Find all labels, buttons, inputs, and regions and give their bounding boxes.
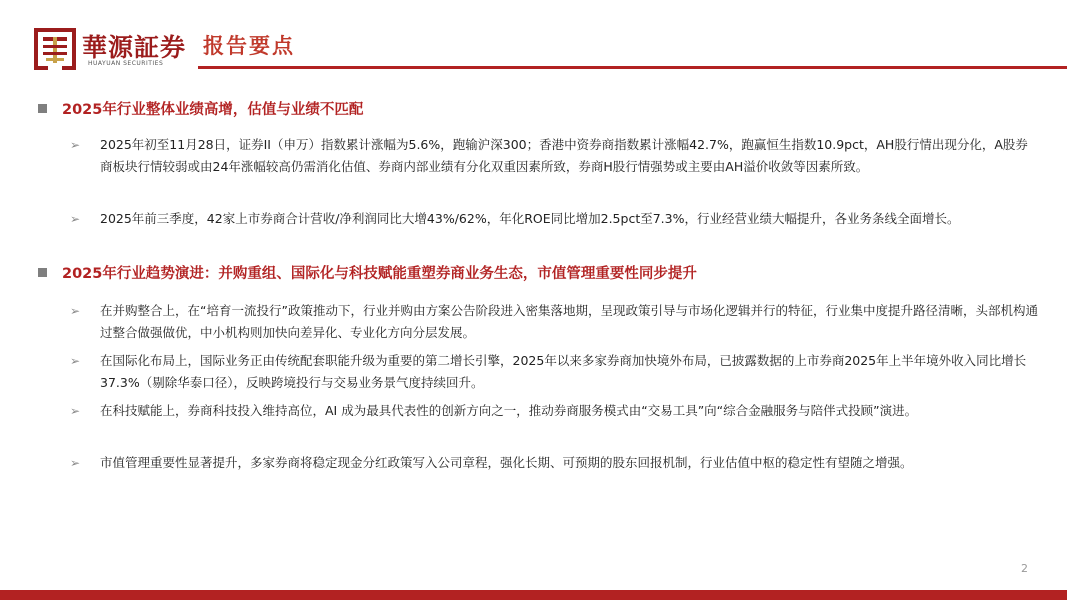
page-number: 2 xyxy=(1021,562,1028,575)
arrow-bullet-icon: ➢ xyxy=(70,304,81,318)
arrow-bullet-icon: ➢ xyxy=(70,138,81,152)
huayuan-logo-icon xyxy=(34,28,76,70)
bullet-text: 在科技赋能上，券商科技投入维持高位，AI 成为最具代表性的创新方向之一，推动券商服务模式由“交易工具”向“综合金融服务与陪伴式投顾”演进。 xyxy=(100,403,918,418)
bullet-text: 2025年前三季度，42家上市券商合计营收/净利润同比大增43%/62%，年化ROE同比增加2.5pct至7.3%，行业经营业绩大幅提升，各业务条线全面增长。 xyxy=(100,211,960,226)
arrow-bullet-icon: ➢ xyxy=(70,456,81,470)
footer-bar xyxy=(0,590,1067,600)
bullet-text: 在国际化布局上，国际业务正由传统配套职能升级为重要的第二增长引擎，2025年以来多家券商加快境外布局，已披露数据的上市券商2025年上半年境外收入同比增长37.3%（剔除华泰口径），反映跨境投行与交易业务景气度持续回升。 xyxy=(100,353,1027,390)
list-item xyxy=(70,134,1040,178)
bullet-text: 市值管理重要性显著提升，多家券商将稳定现金分红政策写入公司章程，强化长期、可预期的股东回报机制，行业估值中枢的稳定性有望随之增强。 xyxy=(100,455,913,470)
header-divider xyxy=(198,66,1067,69)
bullet-text: 在并购整合上，在“培育一流投行”政策推动下，行业并购由方案公告阶段进入密集落地期，呈现政策引导与市场化逻辑并行的特征，行业集中度提升路径清晰，头部机构通过整合做强做优，中小机构则加快向差异化、专业化方向分层发展。 xyxy=(100,303,1038,340)
section-title: 2025年行业整体业绩高增，估值与业绩不匹配 xyxy=(38,98,363,119)
bullet-text: 2025年初至11月28日，证券II（申万）指数累计涨幅为5.6%，跑输沪深300；香港中资券商指数累计涨幅42.7%，跑赢恒生指数10.9pct，AH股行情出现分化，A股券商板块行情较弱或由24年涨幅较高仍需消化估值、券商内部业绩有分化双重因素所致，券商H股行情强势或主要由AH溢价收敛等因素所致。 xyxy=(100,137,1028,174)
list-item xyxy=(70,350,1040,394)
list-item xyxy=(70,452,1040,474)
brand-subtitle: HUAYUAN SECURITIES xyxy=(88,60,164,67)
list-item xyxy=(70,300,1040,344)
report-header xyxy=(0,0,1067,72)
list-item xyxy=(70,400,1040,422)
arrow-bullet-icon: ➢ xyxy=(70,404,81,418)
arrow-bullet-icon: ➢ xyxy=(70,354,81,368)
section-title: 2025年行业趋势演进：并购重组、国际化与科技赋能重塑券商业务生态，市值管理重要性同步提升 xyxy=(38,262,697,283)
page-title: 报告要点 xyxy=(203,34,295,58)
list-item xyxy=(70,208,1040,230)
brand-name: 華源証券 xyxy=(82,33,187,62)
square-bullet-icon xyxy=(38,268,47,277)
square-bullet-icon xyxy=(38,104,47,113)
arrow-bullet-icon: ➢ xyxy=(70,212,81,226)
